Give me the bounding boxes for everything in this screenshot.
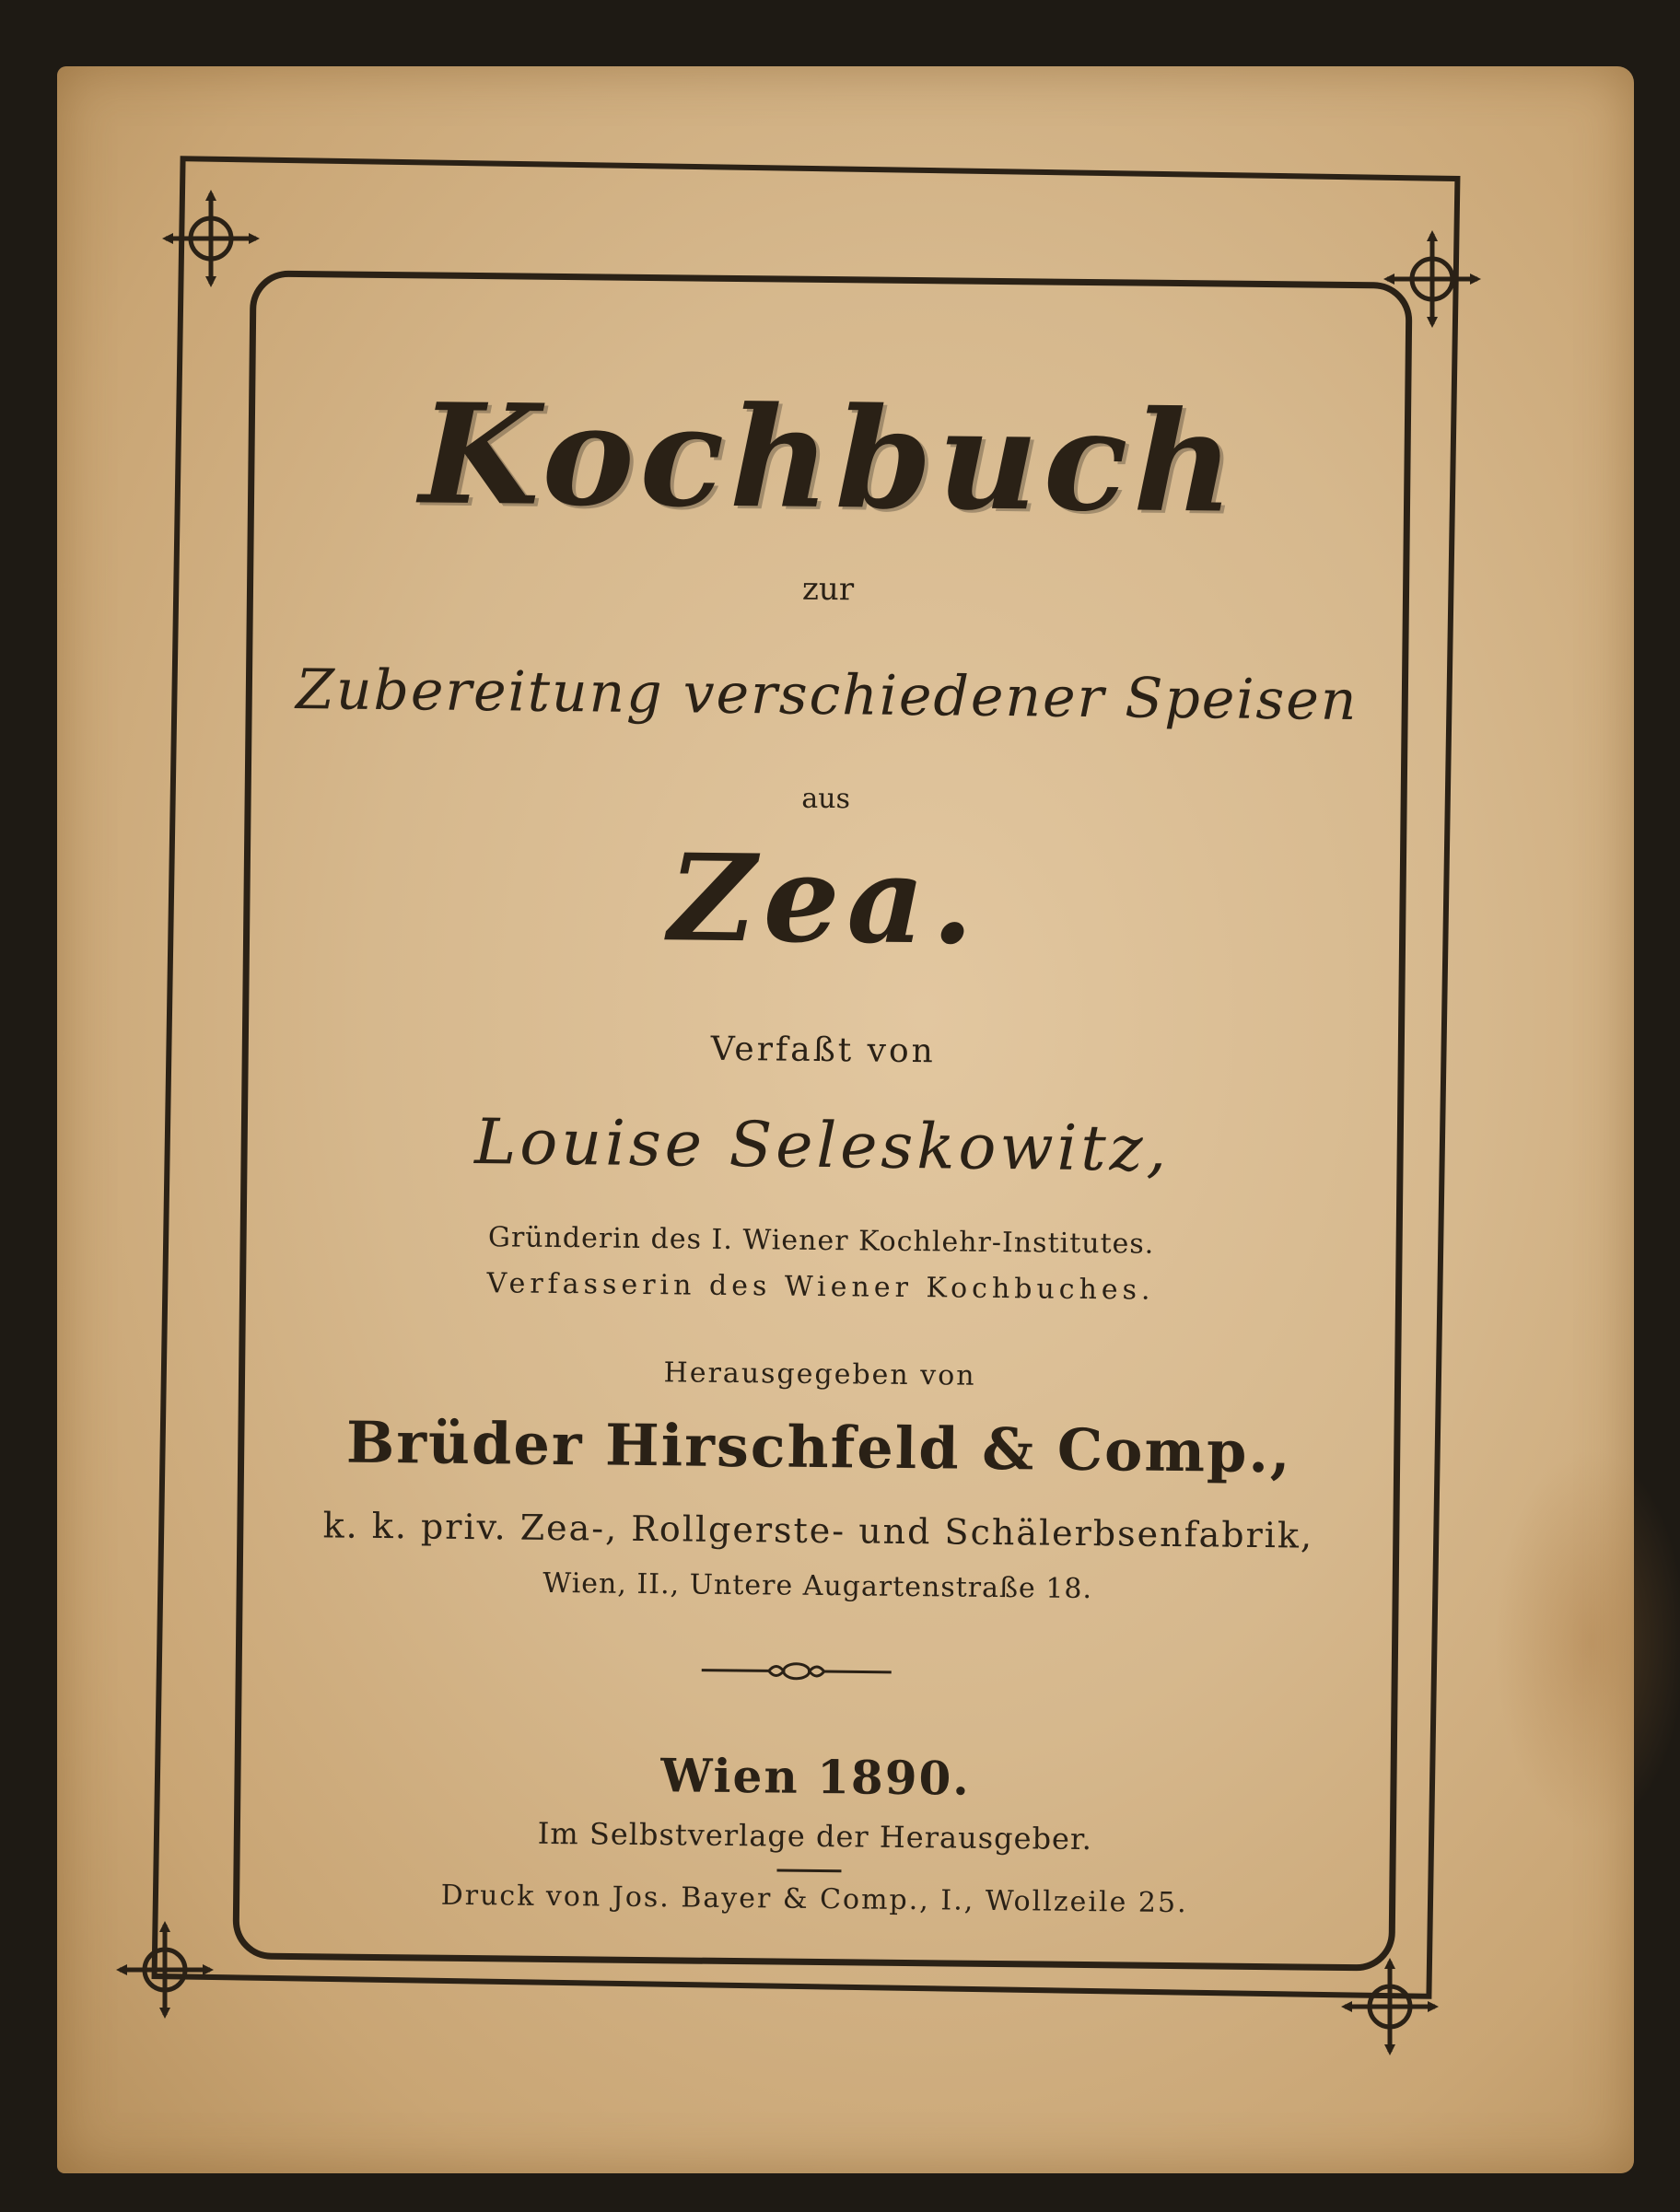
publisher-business: k. k. priv. Zea-, Rollgerste- und Schälerbsenfabrik,: [322, 1505, 1314, 1556]
published-by-label: Herausgegeben von: [663, 1356, 976, 1392]
imprint-rule: [776, 1869, 841, 1873]
publisher-address: Wien, II., Untere Augartenstraße 18.: [542, 1566, 1093, 1606]
imprint-line: Im Selbstverlage der Herausgeber.: [537, 1815, 1093, 1857]
author-role-1: Gründerin des I. Wiener Kochlehr-Institutes.: [487, 1221, 1155, 1261]
paper-stain: [1494, 1448, 1680, 1834]
book-subtitle: Zubereitung verschiedener Speisen: [295, 657, 1359, 734]
cross-ornament-icon: [160, 188, 262, 289]
cover-text-block: [232, 270, 1412, 1971]
book-subject: Zea.: [668, 827, 982, 972]
publisher-name: Brüder Hirschfeld & Comp.,: [345, 1408, 1293, 1486]
author-name: Louise Seleskowitz,: [473, 1106, 1171, 1186]
connector-aus: aus: [801, 782, 851, 816]
printer-line: Druck von Jos. Bayer & Comp., I., Wollzeile 25.: [440, 1879, 1188, 1920]
cross-ornament-icon: [114, 1919, 216, 2020]
connector-zur: zur: [801, 570, 855, 609]
book-title: Kochbuch: [418, 373, 1241, 544]
flourish-divider-icon: [700, 1657, 893, 1686]
authored-by-label: Verfaßt von: [710, 1030, 937, 1071]
author-role-2: Verfasserin des Wiener Kochbuches.: [486, 1267, 1155, 1307]
place-and-year: Wien 1890.: [660, 1748, 972, 1806]
